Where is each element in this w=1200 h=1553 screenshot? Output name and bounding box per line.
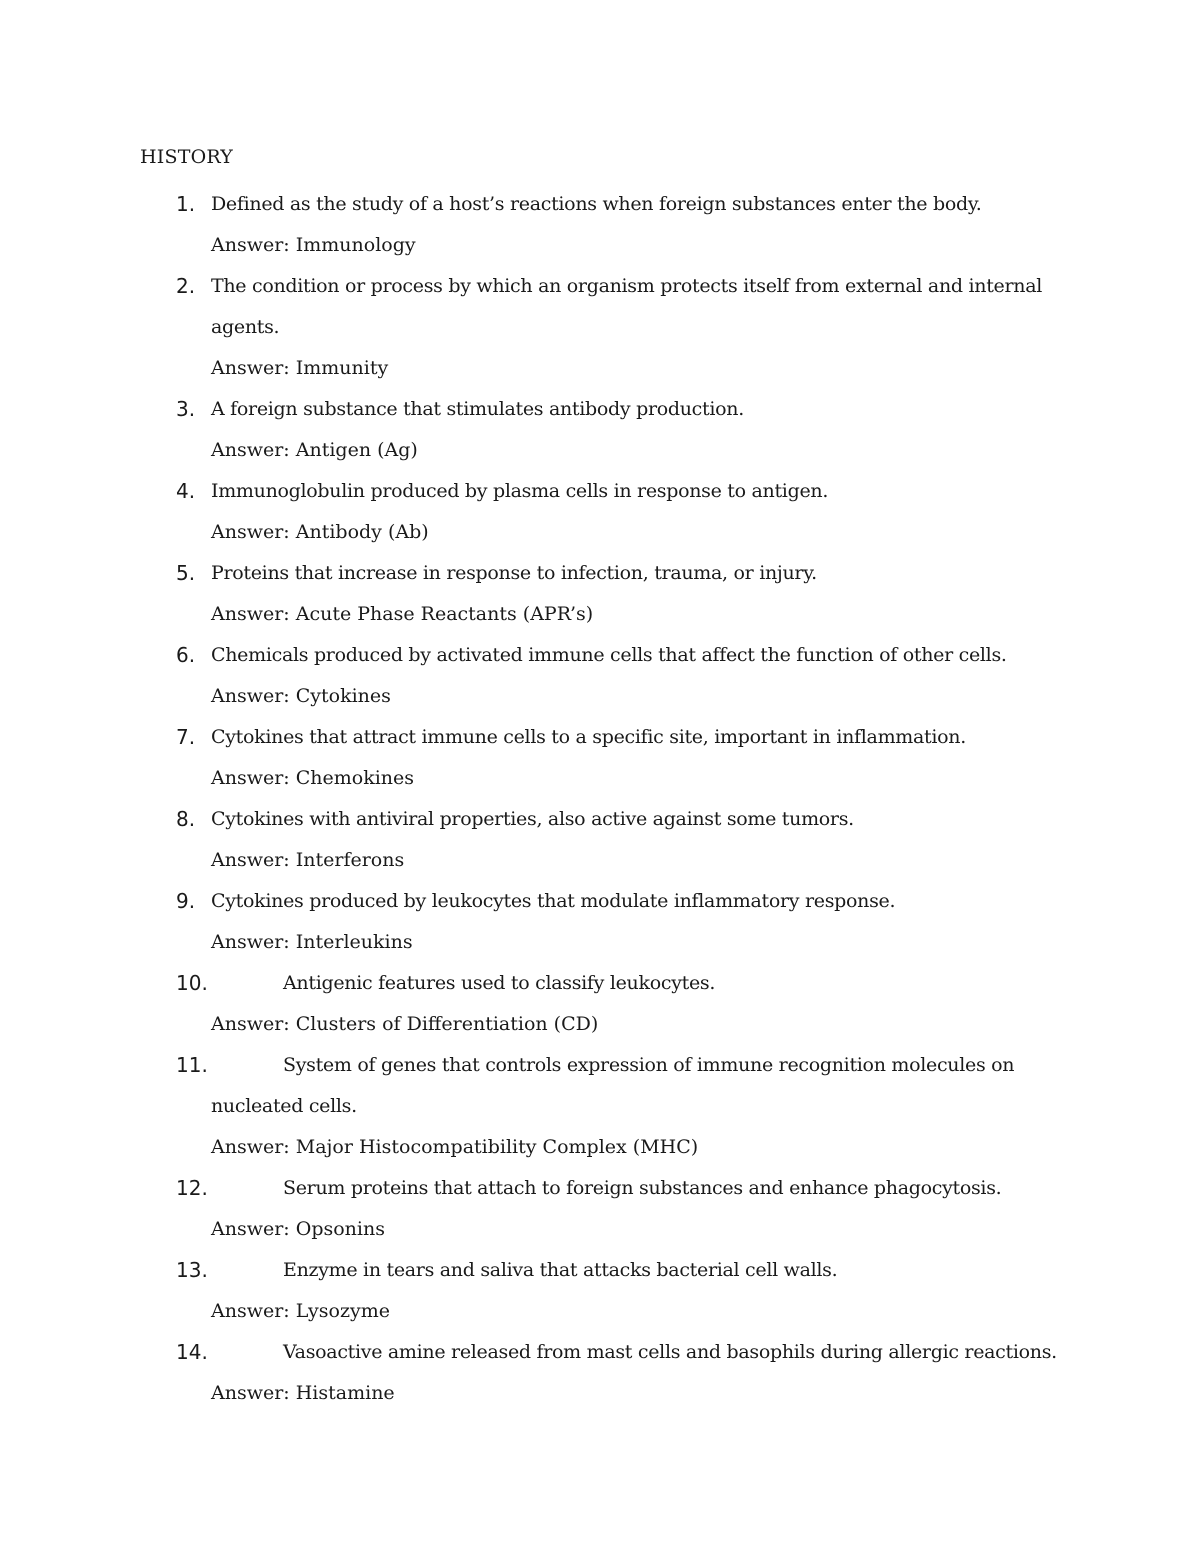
- answer-text: Answer: Major Histocompatibility Complex (MHC): [211, 1136, 699, 1158]
- question-list: [0, 184, 1200, 1414]
- question-text: Vasoactive amine released from mast cells and basophils during allergic reactions.: [283, 1341, 1057, 1363]
- question-text: Cytokines with antiviral properties, also active against some tumors.: [211, 808, 854, 830]
- item-number: 12.: [176, 1176, 208, 1200]
- list-item: [0, 184, 1200, 266]
- item-number: 3.: [176, 397, 196, 421]
- answer-text: Answer: Acute Phase Reactants (APR’s): [211, 603, 594, 625]
- question-text: Chemicals produced by activated immune cells that affect the function of other cells.: [211, 644, 1007, 666]
- item-number: 7.: [176, 725, 196, 749]
- list-item: [0, 1332, 1200, 1414]
- question-text: System of genes that controls expression of immune recognition molecules on nucleated cells.: [211, 1054, 1015, 1117]
- answer-text: Answer: Lysozyme: [211, 1300, 390, 1322]
- question-text: Immunoglobulin produced by plasma cells in response to antigen.: [211, 480, 829, 502]
- item-number: 1.: [176, 192, 196, 216]
- item-number: 10.: [176, 971, 208, 995]
- answer-text: Answer: Chemokines: [211, 767, 415, 789]
- item-number: 8.: [176, 807, 196, 831]
- item-number: 2.: [176, 274, 196, 298]
- list-item: [0, 1168, 1200, 1250]
- list-item: [0, 266, 1200, 389]
- section-heading: HISTORY: [140, 146, 234, 168]
- answer-text: Answer: Interferons: [211, 849, 405, 871]
- item-number: 9.: [176, 889, 196, 913]
- list-item: [0, 1045, 1200, 1168]
- answer-text: Answer: Opsonins: [211, 1218, 385, 1240]
- question-text: Cytokines produced by leukocytes that modulate inflammatory response.: [211, 890, 896, 912]
- answer-text: Answer: Immunity: [211, 357, 389, 379]
- list-item: [0, 717, 1200, 799]
- item-number: 5.: [176, 561, 196, 585]
- answer-text: Answer: Interleukins: [211, 931, 413, 953]
- item-number: 6.: [176, 643, 196, 667]
- question-text: Serum proteins that attach to foreign substances and enhance phagocytosis.: [283, 1177, 1002, 1199]
- item-number: 4.: [176, 479, 196, 503]
- list-item: [0, 635, 1200, 717]
- answer-text: Answer: Antibody (Ab): [211, 521, 429, 543]
- question-text: Cytokines that attract immune cells to a specific site, important in inflammation.: [211, 726, 966, 748]
- list-item: [0, 881, 1200, 963]
- item-number: 14.: [176, 1340, 208, 1364]
- list-item: [0, 799, 1200, 881]
- question-text: Defined as the study of a host’s reactions when foreign substances enter the body.: [211, 193, 982, 215]
- answer-text: Answer: Immunology: [211, 234, 416, 256]
- list-item: [0, 471, 1200, 553]
- question-text: Proteins that increase in response to infection, trauma, or injury.: [211, 562, 817, 584]
- list-item: [0, 963, 1200, 1045]
- answer-text: Answer: Cytokines: [211, 685, 391, 707]
- list-item: [0, 389, 1200, 471]
- question-text: Enzyme in tears and saliva that attacks bacterial cell walls.: [283, 1259, 838, 1281]
- item-number: 13.: [176, 1258, 208, 1282]
- list-item: [0, 1250, 1200, 1332]
- question-text: Antigenic features used to classify leukocytes.: [283, 972, 716, 994]
- answer-text: Answer: Clusters of Differentiation (CD): [211, 1013, 599, 1035]
- list-item: [0, 553, 1200, 635]
- item-number: 11.: [176, 1053, 208, 1077]
- answer-text: Answer: Antigen (Ag): [211, 439, 418, 461]
- question-text: The condition or process by which an organism protects itself from external and internal agents.: [211, 275, 1042, 338]
- question-text: A foreign substance that stimulates antibody production.: [211, 398, 744, 420]
- answer-text: Answer: Histamine: [211, 1382, 395, 1404]
